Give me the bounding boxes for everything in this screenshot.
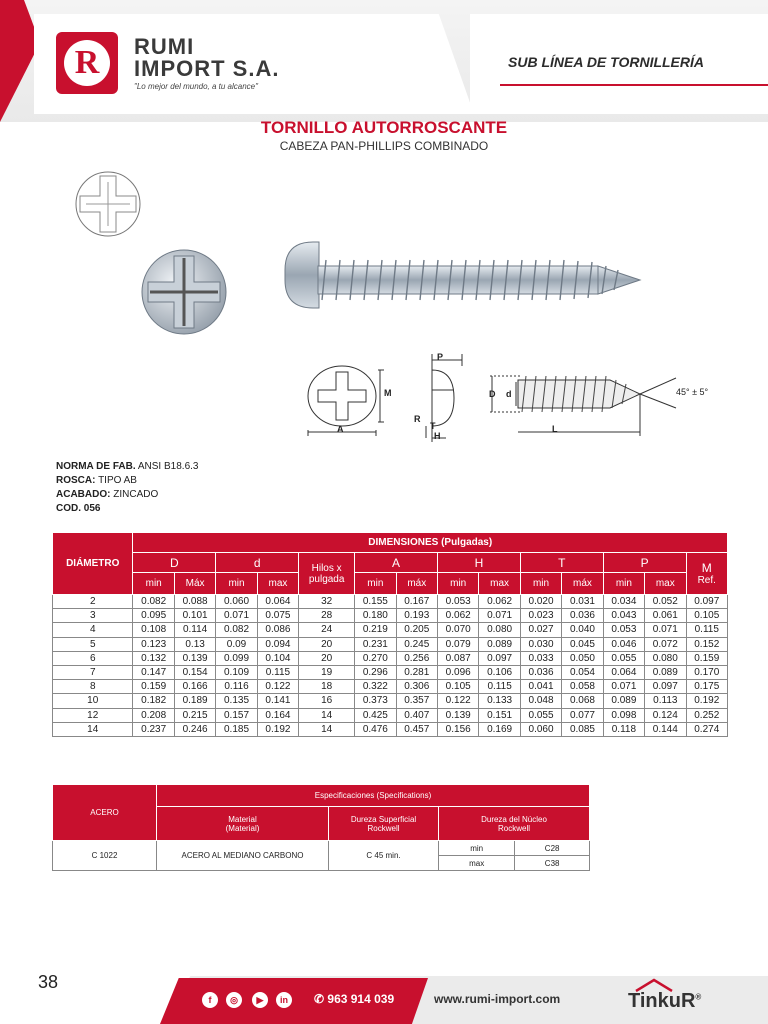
product-illustration	[0, 160, 768, 460]
table-cell: 0.104	[257, 651, 298, 665]
label-d: d	[506, 389, 512, 399]
label-M: M	[384, 388, 392, 398]
core-max-label: max	[439, 856, 515, 871]
table-cell: 0.425	[355, 708, 396, 722]
table-cell: 0.109	[216, 665, 257, 679]
table-cell: 0.082	[133, 595, 174, 609]
table-cell: 0.071	[216, 609, 257, 623]
table-row	[53, 722, 728, 736]
label-P: P	[437, 352, 444, 362]
table-row	[53, 665, 728, 679]
table-cell: 0.13	[174, 637, 215, 651]
table-row	[53, 623, 728, 637]
table-cell: 0.296	[355, 665, 396, 679]
sub-max: max	[479, 573, 520, 595]
table-cell: 0.050	[562, 651, 603, 665]
specifications-title: Especificaciones (Specifications)	[157, 785, 590, 807]
table-cell: 0.476	[355, 722, 396, 736]
table-row	[53, 595, 728, 609]
table-cell: 0.281	[396, 665, 437, 679]
table-cell: 7	[53, 665, 133, 679]
table-cell: 0.09	[216, 637, 257, 651]
table-cell: 0.219	[355, 623, 396, 637]
core-min-label: min	[439, 841, 515, 856]
table-cell: 0.097	[686, 595, 727, 609]
table-cell: 0.048	[520, 694, 561, 708]
table-cell: 5	[53, 637, 133, 651]
sub-max: max	[257, 573, 298, 595]
company-logo	[56, 32, 118, 94]
sub-max: max	[645, 573, 686, 595]
table-cell: 0.105	[437, 680, 478, 694]
table-cell: 0.114	[174, 623, 215, 637]
table-cell: 0.245	[396, 637, 437, 651]
table-cell: 32	[299, 595, 355, 609]
col-P: P	[603, 553, 686, 573]
table-cell: 10	[53, 694, 133, 708]
table-row	[53, 708, 728, 722]
linkedin-icon[interactable]: in	[276, 992, 292, 1008]
youtube-icon[interactable]: ▶	[252, 992, 268, 1008]
label-T: T	[430, 421, 436, 431]
table-cell: 0.373	[355, 694, 396, 708]
facebook-icon[interactable]: f	[202, 992, 218, 1008]
table-cell: 0.085	[562, 722, 603, 736]
table-cell: 0.036	[520, 665, 561, 679]
label-R: R	[414, 414, 421, 424]
table-cell: 0.068	[562, 694, 603, 708]
table-cell: 0.027	[520, 623, 561, 637]
specifications-table	[52, 784, 590, 871]
table-cell: 0.094	[257, 637, 298, 651]
table-cell: 0.105	[686, 609, 727, 623]
table-cell: 0.192	[686, 694, 727, 708]
table-row	[53, 637, 728, 651]
col-D: D	[133, 553, 216, 573]
table-cell: 0.064	[257, 595, 298, 609]
technical-drawing-side	[490, 376, 676, 436]
surface-hardness-value: C 45 min.	[329, 841, 439, 871]
table-cell: 0.106	[479, 665, 520, 679]
table-cell: 0.116	[216, 680, 257, 694]
table-cell: 0.357	[396, 694, 437, 708]
table-cell: 0.457	[396, 722, 437, 736]
table-cell: 0.407	[396, 708, 437, 722]
col-acero: ACERO	[53, 785, 157, 841]
table-cell: 0.139	[437, 708, 478, 722]
table-cell: 0.122	[437, 694, 478, 708]
table-cell: 0.205	[396, 623, 437, 637]
table-cell: 0.322	[355, 680, 396, 694]
table-cell: 0.070	[437, 623, 478, 637]
col-M: M Ref.	[686, 553, 727, 595]
table-cell: 0.043	[603, 609, 644, 623]
website-link[interactable]: www.rumi-import.com	[434, 992, 561, 1006]
table-cell: 0.062	[479, 595, 520, 609]
label-D: D	[489, 389, 496, 399]
table-cell: 0.274	[686, 722, 727, 736]
head-top-outline-drawing	[76, 172, 140, 236]
label-L: L	[552, 424, 558, 434]
sub-min: min	[355, 573, 396, 595]
col-d: d	[216, 553, 299, 573]
col-hilos: Hilos x pulgada	[299, 553, 355, 595]
table-cell: 0.154	[174, 665, 215, 679]
table-cell: 0.040	[562, 623, 603, 637]
brand-name-line1: RUMI	[134, 34, 195, 59]
table-cell: 0.053	[437, 595, 478, 609]
table-cell: 14	[53, 722, 133, 736]
table-row	[53, 651, 728, 665]
col-H: H	[437, 553, 520, 573]
table-cell: 0.060	[520, 722, 561, 736]
dimensions-title: DIMENSIONES (Pulgadas)	[133, 533, 728, 553]
table-cell: 0.101	[174, 609, 215, 623]
table-cell: 0.033	[520, 651, 561, 665]
table-cell: 0.115	[479, 680, 520, 694]
table-cell: 0.020	[520, 595, 561, 609]
table-cell: 0.075	[257, 609, 298, 623]
table-cell: 12	[53, 708, 133, 722]
table-cell: 0.180	[355, 609, 396, 623]
table-cell: 8	[53, 680, 133, 694]
table-cell: 14	[299, 708, 355, 722]
table-cell: 0.124	[645, 708, 686, 722]
table-cell: 0.053	[603, 623, 644, 637]
table-cell: 0.122	[257, 680, 298, 694]
spec-acabado: ACABADO: ZINCADO	[56, 489, 159, 500]
table-cell: 28	[299, 609, 355, 623]
core-min-value: C28	[515, 841, 590, 856]
table-cell: 2	[53, 595, 133, 609]
table-cell: 0.064	[603, 665, 644, 679]
core-max-value: C38	[515, 856, 590, 871]
table-cell: 0.061	[645, 609, 686, 623]
label-H: H	[434, 431, 441, 441]
screw-head-photo	[142, 250, 226, 334]
table-cell: 0.270	[355, 651, 396, 665]
table-cell: 0.086	[257, 623, 298, 637]
table-cell: 16	[299, 694, 355, 708]
brand-slogan: "Lo mejor del mundo, a tu alcance"	[134, 82, 258, 91]
table-cell: 0.089	[645, 665, 686, 679]
label-angle: 45° ± 5°	[676, 387, 709, 397]
table-cell: 0.079	[437, 637, 478, 651]
table-row	[53, 609, 728, 623]
table-cell: 0.139	[174, 651, 215, 665]
table-cell: 0.030	[520, 637, 561, 651]
instagram-icon[interactable]: ◎	[226, 992, 242, 1008]
table-cell: 0.080	[479, 623, 520, 637]
table-cell: 0.099	[216, 651, 257, 665]
table-cell: 0.108	[133, 623, 174, 637]
table-cell: 0.058	[562, 680, 603, 694]
col-T: T	[520, 553, 603, 573]
sub-min: min	[603, 573, 644, 595]
table-cell: 0.115	[686, 623, 727, 637]
col-material: Material (Material)	[157, 807, 329, 841]
table-cell: 0.152	[686, 637, 727, 651]
table-cell: 0.151	[479, 708, 520, 722]
table-cell: 0.155	[355, 595, 396, 609]
table-cell: 0.054	[562, 665, 603, 679]
table-cell: 0.147	[133, 665, 174, 679]
table-cell: 0.052	[645, 595, 686, 609]
table-cell: 0.185	[216, 722, 257, 736]
table-cell: 0.113	[645, 694, 686, 708]
table-cell: 0.246	[174, 722, 215, 736]
table-cell: 0.159	[133, 680, 174, 694]
sub-min: min	[216, 573, 257, 595]
table-cell: 0.156	[437, 722, 478, 736]
sub-min: min	[520, 573, 561, 595]
table-cell: 0.031	[562, 595, 603, 609]
material-value: ACERO AL MEDIANO CARBONO	[157, 841, 329, 871]
label-A: A	[337, 424, 344, 434]
table-cell: 0.192	[257, 722, 298, 736]
col-diametro: DIÁMETRO	[53, 533, 133, 595]
table-cell: 0.041	[520, 680, 561, 694]
table-cell: 0.133	[479, 694, 520, 708]
table-cell: 0.098	[603, 708, 644, 722]
dimensions-table	[52, 532, 728, 737]
table-cell: 0.089	[603, 694, 644, 708]
table-cell: 0.123	[133, 637, 174, 651]
logo-letter: R	[64, 40, 110, 86]
table-cell: 0.055	[603, 651, 644, 665]
table-cell: 0.060	[216, 595, 257, 609]
table-row	[53, 680, 728, 694]
table-cell: 0.169	[479, 722, 520, 736]
table-cell: 0.141	[257, 694, 298, 708]
table-cell: 6	[53, 651, 133, 665]
table-row	[53, 694, 728, 708]
table-cell: 0.175	[686, 680, 727, 694]
technical-drawing-front	[308, 366, 384, 436]
header-divider-line	[500, 84, 768, 86]
spec-norma: NORMA DE FAB. ANSI B18.6.3	[56, 461, 199, 472]
table-cell: 0.097	[479, 651, 520, 665]
table-cell: 0.182	[133, 694, 174, 708]
spec-rosca: ROSCA: TIPO AB	[56, 475, 137, 486]
whatsapp-icon: ✆	[314, 992, 325, 1006]
product-subtitle: CABEZA PAN-PHILLIPS COMBINADO	[279, 139, 489, 153]
sub-max: máx	[562, 573, 603, 595]
sub-line-title: SUB LÍNEA DE TORNILLERÍA	[508, 54, 705, 70]
table-cell: 0.096	[437, 665, 478, 679]
table-cell: 0.080	[645, 651, 686, 665]
table-cell: 24	[299, 623, 355, 637]
table-cell: 0.170	[686, 665, 727, 679]
table-cell: 0.237	[133, 722, 174, 736]
sub-max: máx	[396, 573, 437, 595]
sub-min: min	[133, 573, 174, 595]
table-cell: 0.077	[562, 708, 603, 722]
table-cell: 0.215	[174, 708, 215, 722]
table-cell: 0.189	[174, 694, 215, 708]
table-cell: 20	[299, 637, 355, 651]
spec-codigo: COD. 056	[56, 503, 101, 514]
brand-name-line2: IMPORT S.A.	[134, 56, 280, 81]
col-A: A	[355, 553, 438, 573]
roof-icon	[634, 978, 674, 992]
col-surface-hardness: Dureza Superficial Rockwell	[329, 807, 439, 841]
screw-side-photo	[285, 242, 640, 308]
table-cell: 18	[299, 680, 355, 694]
table-cell: 0.034	[603, 595, 644, 609]
product-specs	[56, 460, 198, 516]
sub-max: Máx	[174, 573, 215, 595]
table-cell: 0.159	[686, 651, 727, 665]
table-cell: 0.087	[437, 651, 478, 665]
table-cell: 14	[299, 722, 355, 736]
col-core-hardness: Dureza del Núcleo Rockwell	[439, 807, 590, 841]
table-cell: 0.252	[686, 708, 727, 722]
table-cell: 20	[299, 651, 355, 665]
table-cell: 0.256	[396, 651, 437, 665]
table-cell: 0.118	[603, 722, 644, 736]
table-cell: 0.135	[216, 694, 257, 708]
sub-min: min	[437, 573, 478, 595]
table-cell: 0.062	[437, 609, 478, 623]
table-cell: 0.088	[174, 595, 215, 609]
table-cell: 0.095	[133, 609, 174, 623]
table-cell: 0.157	[216, 708, 257, 722]
table-cell: 3	[53, 609, 133, 623]
table-cell: 0.193	[396, 609, 437, 623]
tinkur-logo: TinkuR®	[628, 990, 701, 1013]
acero-value: C 1022	[53, 841, 157, 871]
table-cell: 0.089	[479, 637, 520, 651]
table-cell: 0.166	[174, 680, 215, 694]
table-cell: 0.046	[603, 637, 644, 651]
table-cell: 0.072	[645, 637, 686, 651]
table-cell: 0.167	[396, 595, 437, 609]
table-cell: 0.045	[562, 637, 603, 651]
table-cell: 0.082	[216, 623, 257, 637]
table-cell: 4	[53, 623, 133, 637]
table-cell: 0.115	[257, 665, 298, 679]
table-cell: 0.231	[355, 637, 396, 651]
table-cell: 0.055	[520, 708, 561, 722]
page-number: 38	[38, 972, 59, 992]
table-cell: 0.097	[645, 680, 686, 694]
table-cell: 0.132	[133, 651, 174, 665]
table-cell: 0.023	[520, 609, 561, 623]
table-cell: 0.144	[645, 722, 686, 736]
dimensions-body	[53, 595, 728, 737]
table-cell: 0.208	[133, 708, 174, 722]
table-cell: 0.071	[645, 623, 686, 637]
table-cell: 0.306	[396, 680, 437, 694]
phone-number: ✆ 963 914 039	[314, 992, 395, 1006]
table-cell: 0.071	[479, 609, 520, 623]
table-cell: 0.036	[562, 609, 603, 623]
product-title: TORNILLO AUTORROSCANTE	[260, 118, 508, 137]
table-cell: 0.071	[603, 680, 644, 694]
table-cell: 19	[299, 665, 355, 679]
table-cell: 0.164	[257, 708, 298, 722]
